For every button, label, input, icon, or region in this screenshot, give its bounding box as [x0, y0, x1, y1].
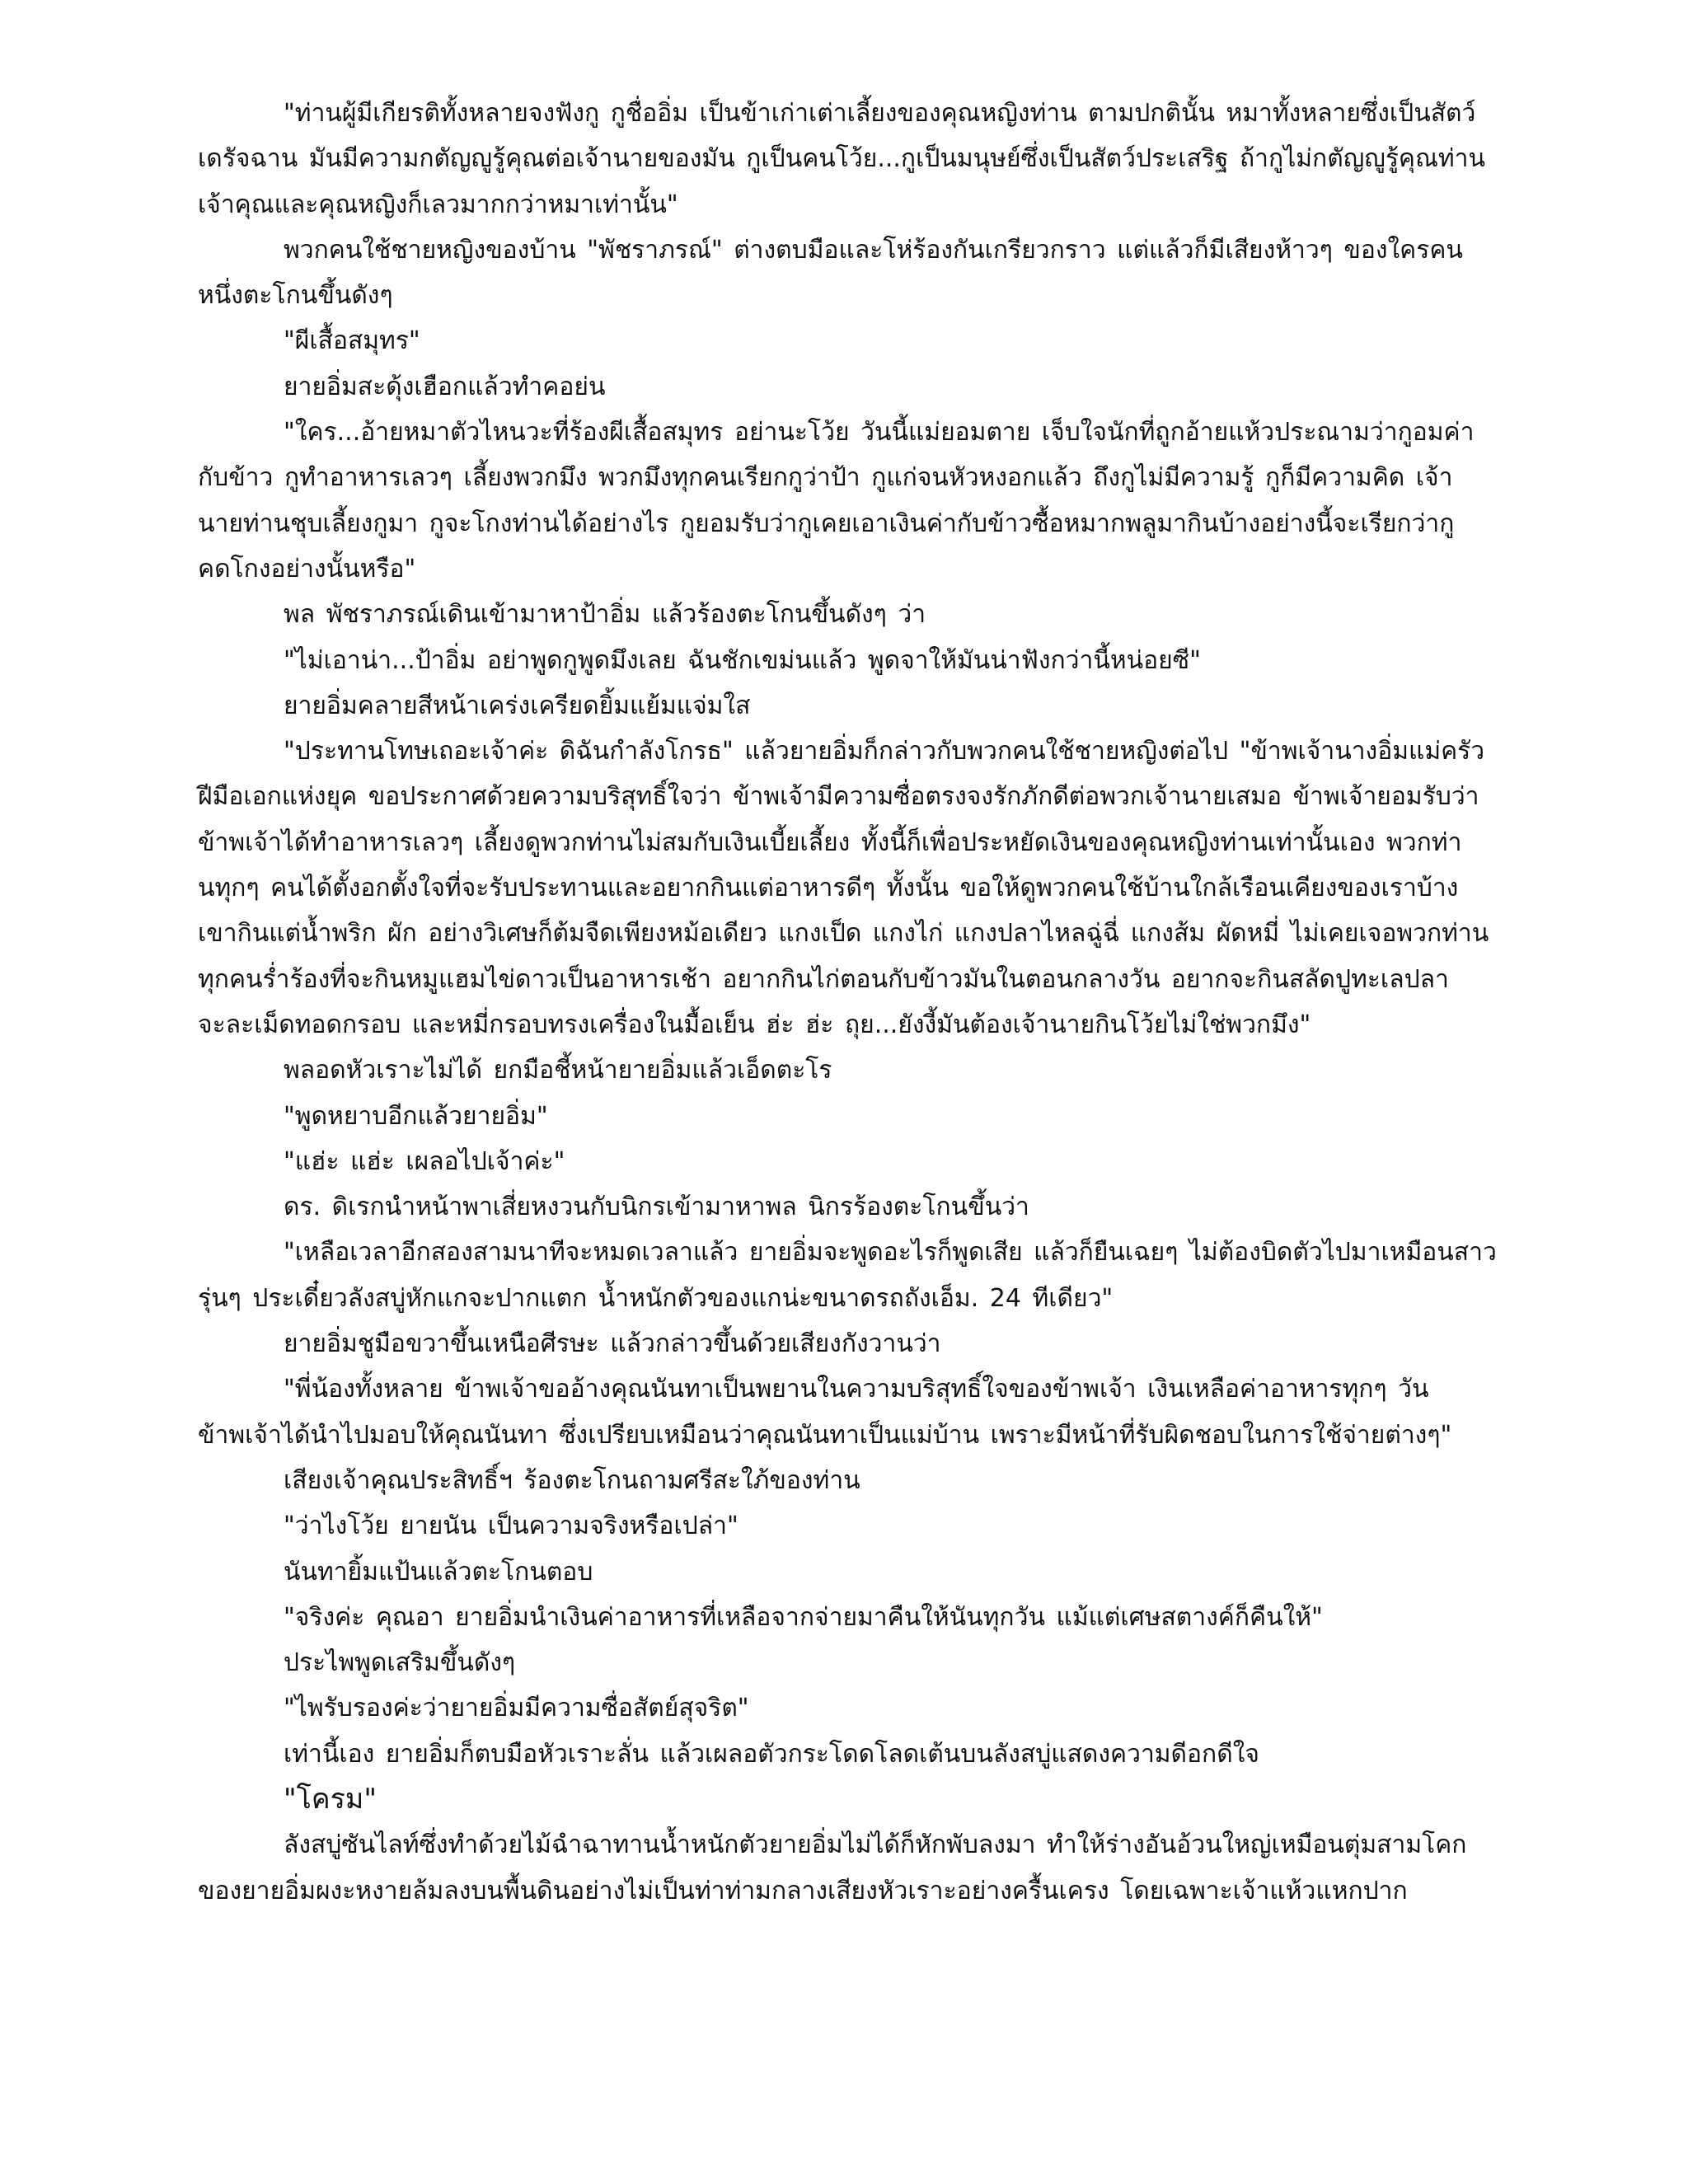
paragraph-25: ลังสบู่ซันไลท์ซึ่งทำด้วยไม้ฉำฉาทานน้ำหนักตัวยายอิ่มไม่ได้ก็หักพับลงมา ทำให้ร่างอันอ้วนใหญ่เหมือนตุ่มสามโคกของยายอิ่มผงะหงายล้มลงบนพื้นดินอย่างไม่เป็นท่าท่ามกลางเสียงหัวเราะอย่างครื้นเครง โดยเฉพาะเจ้าแห้วแหกปาก [198, 1830, 1467, 1905]
paragraph-6: พล พัชราภรณ์เดินเข้ามาหาป้าอิ่ม แล้วร้องตะโกนขึ้นดังๆ ว่า [284, 600, 926, 630]
paragraph-21: ประไพพูดเสริมขึ้นดังๆ [284, 1648, 516, 1678]
paragraph-17: เสียงเจ้าคุณประสิทธิ์ฯ ร้องตะโกนถามศรีสะใภ้ของท่าน [284, 1465, 860, 1495]
paragraph-5: "ใคร...อ้ายหมาตัวไหนวะที่ร้องผีเสื้อสมุทร อย่านะโว้ย วันนี้แม่ยอมตาย เจ็บใจนักที่ถูกอ้ายแห้วประณามว่ากูอมค่ากับข้าว กูทำอาหารเลวๆ เลี้ยงพวกมึง พวกมึงทุกคนเรียกกูว่าป้า กูแก่จนหัวหงอกแล้ว ถึงกูไม่มีความรู้ กูก็มีความคิด เจ้านายท่านชุบเลี้ยงกูมา กูจะโกงท่านได้อย่างไร กูยอมรับว่ากูเคยเอาเงินค่ากับข้าวซื้อหมากพลูมากินบ้างอย่างนี้จะเรียกว่ากูคดโกงอย่างนั้นหรือ" [198, 418, 1475, 583]
paragraph-23: เท่านี้เอง ยายอิ่มก็ตบมือหัวเราะลั่น แล้วเผลอตัวกระโดดโลดเต้นบนลังสบู่แสดงความดีอกดีใจ [284, 1739, 1259, 1769]
paragraph-14: "เหลือเวลาอีกสองสามนาทีจะหมดเวลาแล้ว ยายอิ่มจะพูดอะไรก็พูดเสีย แล้วก็ยืนเฉยๆ ไม่ต้องบิดตัวไปมาเหมือนสาวรุ่นๆ ประเดี๋ยวลังสบู่หักแกจะปากแตก น้ำหนักตัวของแกน่ะขนาดรถถังเอ็ม. 24 ทีเดียว" [198, 1238, 1497, 1313]
paragraph-15: ยายอิ่มชูมือขวาขึ้นเหนือศีรษะ แล้วกล่าวขึ้นด้วยเสียงกังวานว่า [284, 1329, 941, 1359]
paragraph-11: "พูดหยาบอีกแล้วยายอิ่ม" [284, 1101, 548, 1131]
paragraph-10: พลอดหัวเราะไม่ได้ ยกมือชี้หน้ายายอิ่มแล้วเอ็ดตะโร [284, 1056, 832, 1085]
paragraph-9: "ประทานโทษเถอะเจ้าค่ะ ดิฉันกำลังโกรธ" แล้วยายอิ่มก็กล่าวกับพวกคนใช้ชายหญิงต่อไป "ข้าพเจ้านางอิ่มแม่ครัวฝีมือเอกแห่งยุค ขอประกาศด้วยความบริสุทธิ์ใจว่า ข้าพเจ้ามีความซื่อตรงจงรักภักดีต่อพวกเจ้านายเสมอ ข้าพเจ้ายอมรับว่าข้าพเจ้าได้ทำอาหารเลวๆ เลี้ยงดูพวกท่านไม่สมกับเงินเบี้ยเลี้ยง ทั้งนี้ก็เพื่อประหยัดเงินของคุณหญิงท่านเท่านั้นเอง พวกท่านทุกๆ คนได้ตั้งอกตั้งใจที่จะรับประทานและอยากกินแต่อาหารดีๆ ทั้งนั้น ขอให้ดูพวกคนใช้บ้านใกล้เรือนเคียงของเราบ้าง เขากินแต่น้ำพริก ผัก อย่างวิเศษก็ต้มจืดเพียงหม้อเดียว แกงเป็ด แกงไก่ แกงปลาไหลฉู่ฉี่ แกงส้ม ผัดหมี่ ไม่เคยเจอพวกท่านทุกคนร่ำร้องที่จะกินหมูแฮมไข่ดาวเป็นอาหารเช้า อยากกินไก่ตอนกับข้าวมันในตอนกลางวัน อยากจะกินสลัดปูทะเลปลาจะละเม็ดทอดกรอบ และหมี่กรอบทรงเครื่องในมื้อเย็น ฮ่ะ ฮ่ะ ถุย...ยังงี้มันต้องเจ้านายกินโว้ยไม่ใช่พวกมึง" [198, 737, 1489, 1039]
paragraph-24: "โครม" [284, 1782, 377, 1816]
paragraph-7: "ไม่เอาน่า...ป้าอิ่ม อย่าพูดกูพูดมึงเลย ฉันชักเขม่นแล้ว พูดจาให้มันน่าฟังกว่านี้หน่อยซี" [284, 645, 1201, 675]
paragraph-8: ยายอิ่มคลายสีหน้าเคร่งเครียดยิ้มแย้มแจ่มใส [284, 691, 751, 720]
paragraph-19: นันทายิ้มแป้นแล้วตะโกนตอบ [284, 1557, 593, 1586]
paragraph-20: "จริงค่ะ คุณอา ยายอิ่มนำเงินค่าอาหารที่เหลือจากจ่ายมาคืนให้นันทุกวัน แม้แต่เศษสตางค์ก็คืนให้" [284, 1602, 1323, 1632]
paragraph-3: "ผีเสื้อสมุทร" [284, 326, 420, 356]
paragraph-22: "ไพรับรองค่ะว่ายายอิ่มมีความซื่อสัตย์สุจริต" [284, 1694, 749, 1723]
paragraph-12: "แฮ่ะ แฮ่ะ เผลอไปเจ้าค่ะ" [284, 1146, 565, 1176]
paragraph-1: "ท่านผู้มีเกียรติทั้งหลายจงฟังกู กูชื่ออิ่ม เป็นข้าเก่าเต่าเลี้ยงของคุณหญิงท่าน ตามปกตินั้น หมาทั้งหลายซึ่งเป็นสัตว์เดรัจฉาน มันมีความกตัญญูรู้คุณต่อเจ้านายของมัน กูเป็นคนโว้ย...กูเป็นมนุษย์ซึ่งเป็นสัตว์ประเสริฐ ถ้ากูไม่กตัญญูรู้คุณท่านเจ้าคุณและคุณหญิงก็เลวมากกว่าหมาเท่านั้น" [198, 99, 1485, 219]
paragraph-13: ดร. ดิเรกนำหน้าพาเสี่ยหงวนกับนิกรเข้ามาหาพล นิกรร้องตะโกนขึ้นว่า [284, 1193, 1029, 1222]
paragraph-16: "พี่น้องทั้งหลาย ข้าพเจ้าขออ้างคุณนันทาเป็นพยานในความบริสุทธิ์ใจของข้าพเจ้า เงินเหลือค่าอาหารทุกๆ วัน ข้าพเจ้าได้นำไปมอบให้คุณนันทา ซึ่งเปรียบเหมือนว่าคุณนันทาเป็นแม่บ้าน เพราะมีหน้าที่รับผิดชอบในการใช้จ่ายต่างๆ" [198, 1375, 1452, 1450]
paragraph-2: พวกคนใช้ชายหญิงของบ้าน "พัชราภรณ์" ต่างตบมือและโห่ร้องกันเกรียวกราว แต่แล้วก็มีเสียงห้าวๆ ของใครคนหนึ่งตะโกนขึ้นดังๆ [198, 235, 1463, 311]
paragraph-18: "ว่าไงโว้ย ยายนัน เป็นความจริงหรือเปล่า" [284, 1511, 738, 1541]
paragraph-4: ยายอิ่มสะดุ้งเฮือกแล้วทำคอย่น [284, 372, 606, 401]
